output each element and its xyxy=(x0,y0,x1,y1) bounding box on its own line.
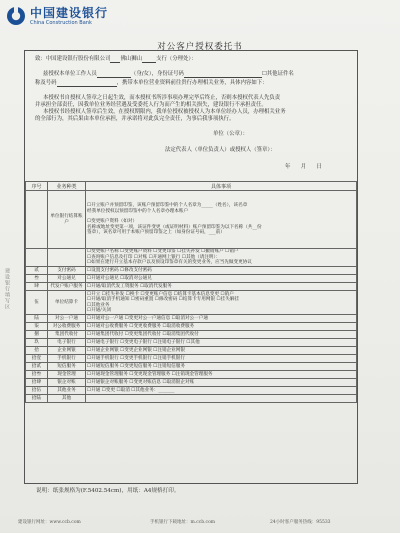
print-note: 说明：纸张规格为(F.5402.54cm)，用纸：A4规格打印。 xyxy=(36,488,180,494)
row-number: 贰 xyxy=(26,267,48,275)
option-line[interactable]: ☐变更账户名称 ☐变更账户资料 ☐变更印鉴 ☐挂失补发 ☐撤销账户 ☐销户 xyxy=(87,249,239,255)
table-row xyxy=(26,267,357,275)
row-number xyxy=(26,191,48,249)
row-business-type: 电子银行 xyxy=(48,339,86,347)
option-line[interactable]: ☐开通银企对账服务 ☐变更对账信息 ☐取消银企对账 xyxy=(87,379,195,385)
row-business-type: 对公收费服务 xyxy=(48,323,86,331)
row-items xyxy=(86,355,357,363)
intro-text: 称及号码 xyxy=(35,80,57,86)
option-line[interactable]: ☐开通/取消手机通知 ☐密码重置 ☐修改密码 ☐结算卡专用网银 ☐挂失解挂 xyxy=(87,297,240,303)
table-row xyxy=(26,395,357,403)
row-number: 拾壹 xyxy=(26,355,48,363)
row-number: 拾贰 xyxy=(26,363,48,371)
header-type: 业务种类 xyxy=(48,182,86,191)
date-day: 日 xyxy=(316,164,322,170)
table-row xyxy=(26,331,357,339)
row-business-type: 对公一户通 xyxy=(48,315,86,323)
row-business-type: 单位银行结算账户 xyxy=(48,191,86,249)
other-id-checkbox[interactable]: ☐其他证件名 xyxy=(261,71,294,77)
table-row xyxy=(26,249,357,267)
intro-line7: 的全部行为，其后果由本单位承担，并承诺将对此负完全责任，为事后我事项执行。 xyxy=(35,116,235,122)
row-number: 拾伍 xyxy=(26,387,48,395)
table-row xyxy=(26,387,357,395)
row-number: 拾陆 xyxy=(26,395,48,403)
table-row xyxy=(26,275,357,283)
option-line[interactable]: 名称或地址变更第一项，该证件变更（或证明材料）账户预留印鉴为以下名称（共__份 xyxy=(87,224,262,230)
row-items xyxy=(86,339,357,347)
ccb-logo-icon xyxy=(6,6,26,26)
row-business-type: 对公通兑 xyxy=(48,275,86,283)
side-label: 建设银行填写区 xyxy=(4,268,10,310)
date-month: 月 xyxy=(300,164,307,170)
row-items xyxy=(86,395,357,403)
row-items xyxy=(86,283,357,291)
intro-line1 xyxy=(35,56,197,63)
id-number-field[interactable] xyxy=(184,71,262,78)
table-row xyxy=(26,355,357,363)
intro-line6: 本授权书经授权人签章后生效，在授权期限内，我单位授权被授权人为本单位经办人员，办理相关业务 xyxy=(43,109,286,115)
table-row xyxy=(26,291,357,315)
option-line[interactable] xyxy=(87,396,355,401)
row-items xyxy=(86,363,357,371)
option-line[interactable]: ☐其他业务 xyxy=(87,302,110,308)
row-business-type: 现金管理 xyxy=(48,371,86,379)
row-business-type: 短信服务 xyxy=(48,363,86,371)
row-business-type: 银企对账 xyxy=(48,379,86,387)
bank-name-cn: 中国建设银行 xyxy=(30,5,109,20)
row-number: 陆 xyxy=(26,315,48,323)
row-number: 肆 xyxy=(26,283,48,291)
intro-text: ，携带本单位营业资料前往贵行办理相关业务，具体内容如下： xyxy=(116,80,268,86)
table-header-row xyxy=(26,182,357,191)
branch-name: 佛山狮山 xyxy=(120,56,143,62)
table-row xyxy=(26,283,357,291)
option-line[interactable]: ☐开立账户并预留印鉴，该账户预留印鉴中的个人名章为_____（姓名），该名章 xyxy=(87,203,248,209)
row-items xyxy=(86,315,357,323)
row-items xyxy=(86,331,357,339)
row-business-type: 集团代收付 xyxy=(48,331,86,339)
row-number: 柒 xyxy=(26,323,48,331)
table-row xyxy=(26,191,357,249)
footer-hotline: 24小时客户服务热线：95533 xyxy=(270,520,331,525)
option-line[interactable]: 签章），该名章可用于本账户预留印鉴之上（如身份证号码，___前） xyxy=(87,230,225,236)
row-number: 拾 xyxy=(26,347,48,355)
row-items xyxy=(86,275,357,283)
row-number: 叁 xyxy=(26,275,48,283)
table-row xyxy=(26,339,357,347)
name-field[interactable] xyxy=(97,71,131,78)
table-row xyxy=(26,323,357,331)
intro-line4: 本授权书自授权人签章之日起生效，而本授权书所涉事项办理完毕后终止，否则本授权代表人先负责 xyxy=(43,95,281,101)
row-business-type: 其他 xyxy=(48,395,86,403)
row-number: 拾叁 xyxy=(26,371,48,379)
row-number: 伍 xyxy=(26,291,48,315)
row-items xyxy=(86,323,357,331)
row-business-type: 代发户账户服务 xyxy=(48,283,86,291)
row-number xyxy=(26,249,48,267)
unit-seal-label: 单位（公章）： xyxy=(213,131,249,137)
row-items xyxy=(86,347,357,355)
option-line[interactable]: ☐开通/关闭 xyxy=(87,307,112,313)
table-row xyxy=(26,347,357,355)
row-business-type: 单位结算卡 xyxy=(48,291,86,315)
option-line[interactable]: ☐开通对公一户通 ☐变更对公一户通信息 ☐取消对公一户通 xyxy=(87,315,208,321)
row-business-type: 手机银行 xyxy=(48,355,86,363)
option-line[interactable]: ☐开通对公收费服务 ☐变更收费服务 ☐取消收费服务 xyxy=(87,323,195,329)
row-number: 玖 xyxy=(26,339,48,347)
table-row xyxy=(26,379,357,387)
table-row xyxy=(26,363,357,371)
authorization-table xyxy=(25,181,357,403)
table-row xyxy=(26,371,357,379)
row-number: 捌 xyxy=(26,331,48,339)
option-line[interactable]: ☐如果在建行开立基本存款户以及预设印鉴章有关的变更业务，应当先做变更协议 xyxy=(87,260,252,266)
option-line[interactable]: ☐变更账户资料（如对） xyxy=(87,219,138,225)
intro-text: （身/女），身份证号码 xyxy=(130,71,184,77)
sign-date xyxy=(285,164,322,171)
option-line[interactable]: ☐设置支付密码 ☐修改支付密码 xyxy=(87,267,152,273)
option-line[interactable]: ☐开通现金管理服务 ☐变更现金管理服务 ☐注销现金管理服务 xyxy=(87,371,213,377)
option-line[interactable]: ☐开通/取消代发工资服务 ☐取消代发服务 xyxy=(87,283,172,289)
option-line[interactable]: ☐开通电子银行 ☐变更电子银行 ☐注销电子银行 ☐其他 xyxy=(87,339,200,345)
option-line[interactable]: ☐开通企业网银 ☐变更企业网银 ☐注销企业网银 xyxy=(87,347,185,353)
other-id-field[interactable] xyxy=(57,80,117,87)
page-title: 对公客户授权委托书 xyxy=(157,42,243,52)
row-business-type: 其他业务 xyxy=(48,387,86,395)
row-items xyxy=(86,379,357,387)
date-year: 年 xyxy=(285,164,291,170)
footer-app: 手机银行下载地址：m.ccb.com xyxy=(150,520,216,525)
header-items: 具体事项 xyxy=(86,182,357,191)
table-row xyxy=(26,315,357,323)
option-line[interactable]: ☐开通 ☐变更 ☐取消 ☐其他业务：_______ xyxy=(87,387,175,393)
bank-name-en: China Construction Bank xyxy=(30,19,92,26)
option-line[interactable]: ☐开通手机银行 ☐变更手机银行 ☐注销手机银行 xyxy=(87,355,185,361)
option-line[interactable]: ☐查询账户信息及打印 ☐对账 ☐开通网上银行 ☐其他（请注明）： xyxy=(87,254,221,260)
option-line[interactable]: ☐开通集团代收付 ☐变更集团代收付 ☐取消集团代收付 xyxy=(87,331,199,337)
option-line[interactable]: ☐开立 ☐挂失补发 ☐换卡 ☐变更账户信息 ☐结算卡基本信息变更 ☐销户 xyxy=(87,291,234,297)
row-items xyxy=(86,371,357,379)
row-items xyxy=(86,267,357,275)
intro-text: 兹授权本单位工作人员 xyxy=(43,71,97,77)
form-sheet xyxy=(24,50,358,484)
bank-logo xyxy=(6,6,108,26)
option-line[interactable]: 经我单位授权以预留印鉴中的个人名章办理本账户 xyxy=(87,208,189,214)
row-number: 拾肆 xyxy=(26,379,48,387)
intro-line2 xyxy=(43,71,294,78)
intro-line3 xyxy=(35,80,268,87)
row-items xyxy=(86,191,357,249)
row-business-type xyxy=(48,249,86,267)
row-business-type: 支付密码 xyxy=(48,267,86,275)
row-items xyxy=(86,291,357,315)
intro-line5: 并承担全部责任，因我单位业务经营遇及受委托人行为而产生的相关损失，建设银行不承担责任。 xyxy=(35,102,267,108)
legal-rep-label: 法定代表人（单位负责人）或授权人（签章）： xyxy=(165,147,276,153)
addressee: 致：中国建设银行股份有限公司 xyxy=(35,56,111,62)
footer-website: 建设银行网址：www.ccb.com xyxy=(18,520,81,525)
row-business-type: 企业网银 xyxy=(48,347,86,355)
option-line[interactable]: ☐开通短信服务 ☐变更短信服务 ☐注销短信服务 xyxy=(87,363,185,369)
option-line[interactable]: ☐开通对公通兑 ☐取消对公通兑 xyxy=(87,275,152,281)
row-items xyxy=(86,387,357,395)
row-items xyxy=(86,249,357,267)
branch-suffix: 支行（分理处）： xyxy=(156,56,197,62)
header-number: 序号 xyxy=(26,182,48,191)
